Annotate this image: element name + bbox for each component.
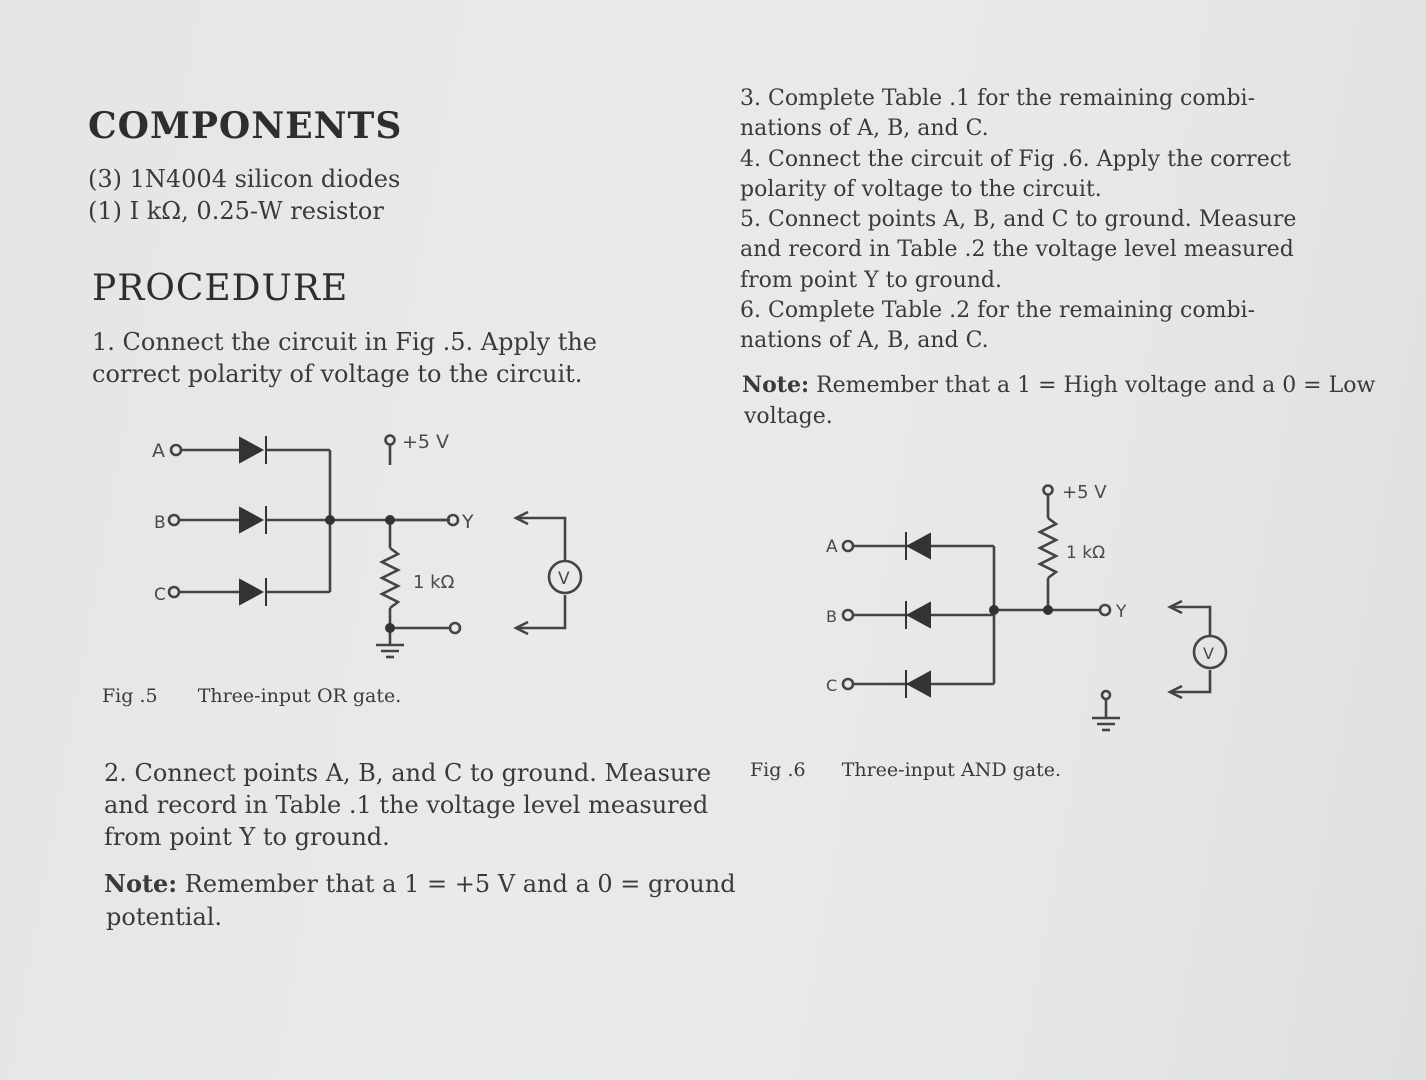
- right-line-7: from point Y to ground.: [740, 268, 1002, 293]
- right-line-6: and record in Table .2 the voltage level measured: [740, 237, 1294, 262]
- fig6-meter-label: V: [1203, 644, 1214, 663]
- fig5-caption-text: Three-input OR gate.: [197, 685, 402, 707]
- fig5-meter-label: V: [558, 569, 570, 589]
- fig5-label-a: A: [152, 440, 165, 462]
- fig6-label-c: C: [826, 676, 838, 695]
- fig5-label-c: C: [154, 585, 166, 605]
- procedure-heading: PROCEDURE: [92, 268, 349, 309]
- fig6-label-b: B: [826, 607, 837, 626]
- component-diodes: (3) 1N4004 silicon diodes: [88, 165, 401, 193]
- right-line-3: 4. Connect the circuit of Fig .6. Apply the correct: [740, 147, 1291, 172]
- note1-text: Remember that a 1 = +5 V and a 0 = ground: [177, 870, 736, 898]
- right-line-2: nations of A, B, and C.: [740, 116, 989, 141]
- components-heading: COMPONENTS: [88, 105, 403, 147]
- fig5-or-gate-diagram: [140, 420, 600, 670]
- note2-label: Note:: [742, 372, 810, 398]
- step2-line3: from point Y to ground.: [104, 823, 390, 851]
- fig6-resistor-label: 1 kΩ: [1066, 543, 1106, 563]
- fig5-output-label: Y: [462, 511, 474, 533]
- note2-text: Remember that a 1 = High voltage and a 0 = Low: [809, 373, 1376, 398]
- right-line-8: 6. Complete Table .2 for the remaining combi-: [740, 298, 1256, 323]
- fig6-output-label: Y: [1116, 602, 1127, 622]
- step2-line2: and record in Table .1 the voltage level measured: [104, 791, 709, 819]
- right-line-1: 3. Complete Table .1 for the remaining combi-: [740, 86, 1256, 111]
- note1-label: Note:: [104, 869, 178, 898]
- right-line-9: nations of A, B, and C.: [740, 328, 989, 353]
- note2-line1: [742, 370, 1375, 401]
- note1-line2: potential.: [106, 903, 223, 931]
- component-resistor: (1) I kΩ, 0.25-W resistor: [88, 197, 384, 225]
- right-line-5: 5. Connect points A, B, and C to ground. Measure: [740, 207, 1297, 232]
- fig5-supply: +5 V: [402, 431, 450, 453]
- note2-line2: voltage.: [744, 404, 833, 429]
- fig6-caption: [750, 759, 1061, 781]
- note1-line1: [104, 868, 736, 900]
- fig6-and-gate-diagram: [810, 470, 1250, 740]
- fig5-caption: [102, 685, 401, 707]
- right-line-4: polarity of voltage to the circuit.: [740, 177, 1102, 202]
- step2-line1: 2. Connect points A, B, and C to ground. Measure: [104, 759, 712, 787]
- step1-line1: 1. Connect the circuit in Fig .5. Apply the: [92, 328, 598, 356]
- fig6-caption-text: Three-input AND gate.: [841, 759, 1062, 781]
- fig6-label-a: A: [826, 537, 838, 557]
- fig6-supply: +5 V: [1062, 482, 1107, 503]
- fig5-resistor-label: 1 kΩ: [413, 572, 455, 593]
- fig5-caption-number: Fig .5: [102, 685, 158, 707]
- fig6-caption-number: Fig .6: [750, 759, 806, 781]
- step1-line2: correct polarity of voltage to the circuit.: [92, 360, 583, 388]
- fig5-label-b: B: [154, 513, 166, 533]
